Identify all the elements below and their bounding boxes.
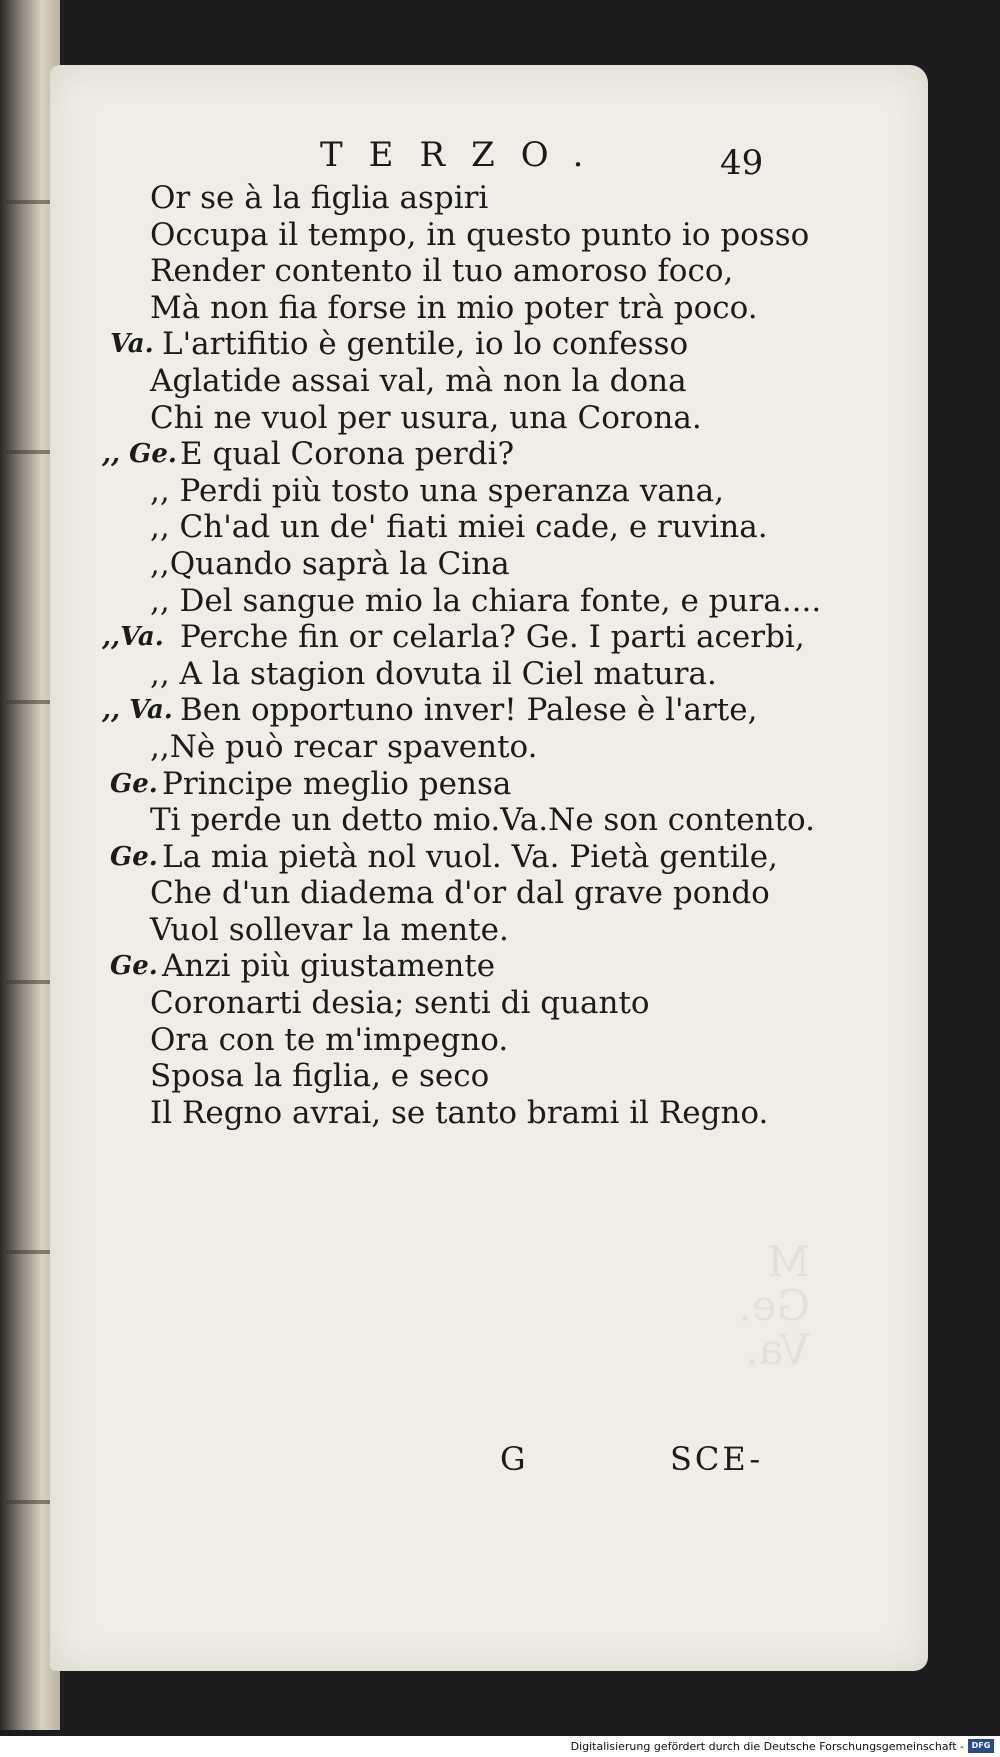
- verse-line-text: Ben opportuno inver! Palese è l'arte,: [180, 692, 758, 729]
- credit-text: Digitalisierung gefördert durch die Deutsche Forschungsgemeinschaft -: [570, 1740, 964, 1753]
- verse-line: [102, 436, 890, 473]
- speaker-mark: Ge.: [110, 951, 158, 982]
- verse-line-text: Aglatide assai val, mà non la dona: [150, 362, 687, 399]
- verse-line-text: Ti perde un detto mio.Va.Ne son contento.: [150, 802, 815, 839]
- dfg-logo-icon: DFG: [968, 1739, 994, 1753]
- verse-line-text: Vuol sollevar la mente.: [150, 911, 509, 948]
- verse-line-text: Mà non fia forse in mio poter trà poco.: [150, 289, 758, 326]
- verse-line: [110, 473, 890, 510]
- verse-line-text: Anzi più giustamente: [162, 948, 496, 985]
- verse-line-text: ,, Ch'ad un de' fiati miei cade, e ruvina.: [150, 509, 768, 546]
- verse-line: [110, 839, 890, 876]
- page-number: 49: [720, 143, 764, 183]
- verse-line: [110, 180, 890, 217]
- verse-line: [110, 948, 890, 985]
- verse-line-text: La mia pietà nol vuol. Va. Pietà gentile,: [162, 838, 778, 875]
- verse-line: [110, 912, 890, 949]
- speaker-mark: ,,Va.: [102, 622, 164, 653]
- verse-line-text: Or se à la figlia aspiri: [150, 180, 489, 216]
- verse-line: [102, 619, 890, 656]
- running-head: TERZO.: [320, 135, 610, 175]
- verse-line-text: L'artifitio è gentile, io lo confesso: [162, 326, 689, 363]
- verse-text: [102, 180, 890, 1131]
- verse-line: [110, 546, 890, 583]
- verse-line: [110, 217, 890, 254]
- signature-mark: G: [500, 1440, 526, 1478]
- verse-line: [110, 326, 890, 363]
- verse-line: [110, 656, 890, 693]
- verse-line-text: Coronarti desia; senti di quanto: [150, 985, 650, 1022]
- verse-line: [110, 985, 890, 1022]
- verse-line-text: ,, A la stagion dovuta il Ciel matura.: [150, 655, 717, 692]
- verse-line: [110, 509, 890, 546]
- page-footer: [50, 1440, 928, 1490]
- verse-line: [110, 400, 890, 437]
- verse-line-text: ,, Perdi più tosto una speranza vana,: [150, 472, 724, 509]
- verse-line-text: Chi ne vuol per usura, una Corona.: [150, 399, 702, 436]
- speaker-mark: Ge.: [110, 768, 158, 799]
- verse-line: [110, 729, 890, 766]
- verse-line-text: Ora con te m'impegno.: [150, 1021, 509, 1058]
- verse-line: [110, 253, 890, 290]
- verse-line-text: Che d'un diadema d'or dal grave pondo: [150, 875, 770, 912]
- verse-line-text: Il Regno avrai, se tanto brami il Regno.: [150, 1094, 769, 1131]
- verse-line-text: E qual Corona perdi?: [180, 436, 515, 473]
- speaker-mark: ,, Va.: [102, 695, 173, 726]
- verse-line: [110, 802, 890, 839]
- credit-bar: [0, 1736, 1000, 1757]
- book-page: [50, 65, 928, 1671]
- verse-line: [110, 290, 890, 327]
- show-through-bleed: M Ge. Va.: [738, 1237, 810, 1374]
- verse-line-text: Render contento il tuo amoroso foco,: [150, 253, 734, 290]
- verse-line-text: Principe meglio pensa: [162, 765, 512, 802]
- catchword: SCE-: [670, 1440, 764, 1478]
- verse-line: [110, 875, 890, 912]
- speaker-mark: ,, Ge.: [102, 439, 177, 470]
- verse-line: [110, 1058, 890, 1095]
- verse-line: [110, 1022, 890, 1059]
- verse-line-text: Occupa il tempo, in questo punto io posso: [150, 216, 810, 253]
- verse-line-text: Perche fin or celarla? Ge. I parti acerbi,: [180, 619, 805, 656]
- verse-line-text: Sposa la figlia, e seco: [150, 1058, 490, 1095]
- verse-line-text: ,,Quando saprà la Cina: [150, 545, 510, 582]
- verse-line: [102, 692, 890, 729]
- speaker-mark: Va.: [110, 329, 154, 360]
- verse-line-text: ,,Nè può recar spavento.: [150, 728, 538, 765]
- verse-line: [110, 583, 890, 620]
- speaker-mark: Ge.: [110, 841, 158, 872]
- verse-line: [110, 766, 890, 803]
- verse-line: [110, 1095, 890, 1132]
- verse-line-text: ,, Del sangue mio la chiara fonte, e pura....: [150, 582, 822, 619]
- verse-line: [110, 363, 890, 400]
